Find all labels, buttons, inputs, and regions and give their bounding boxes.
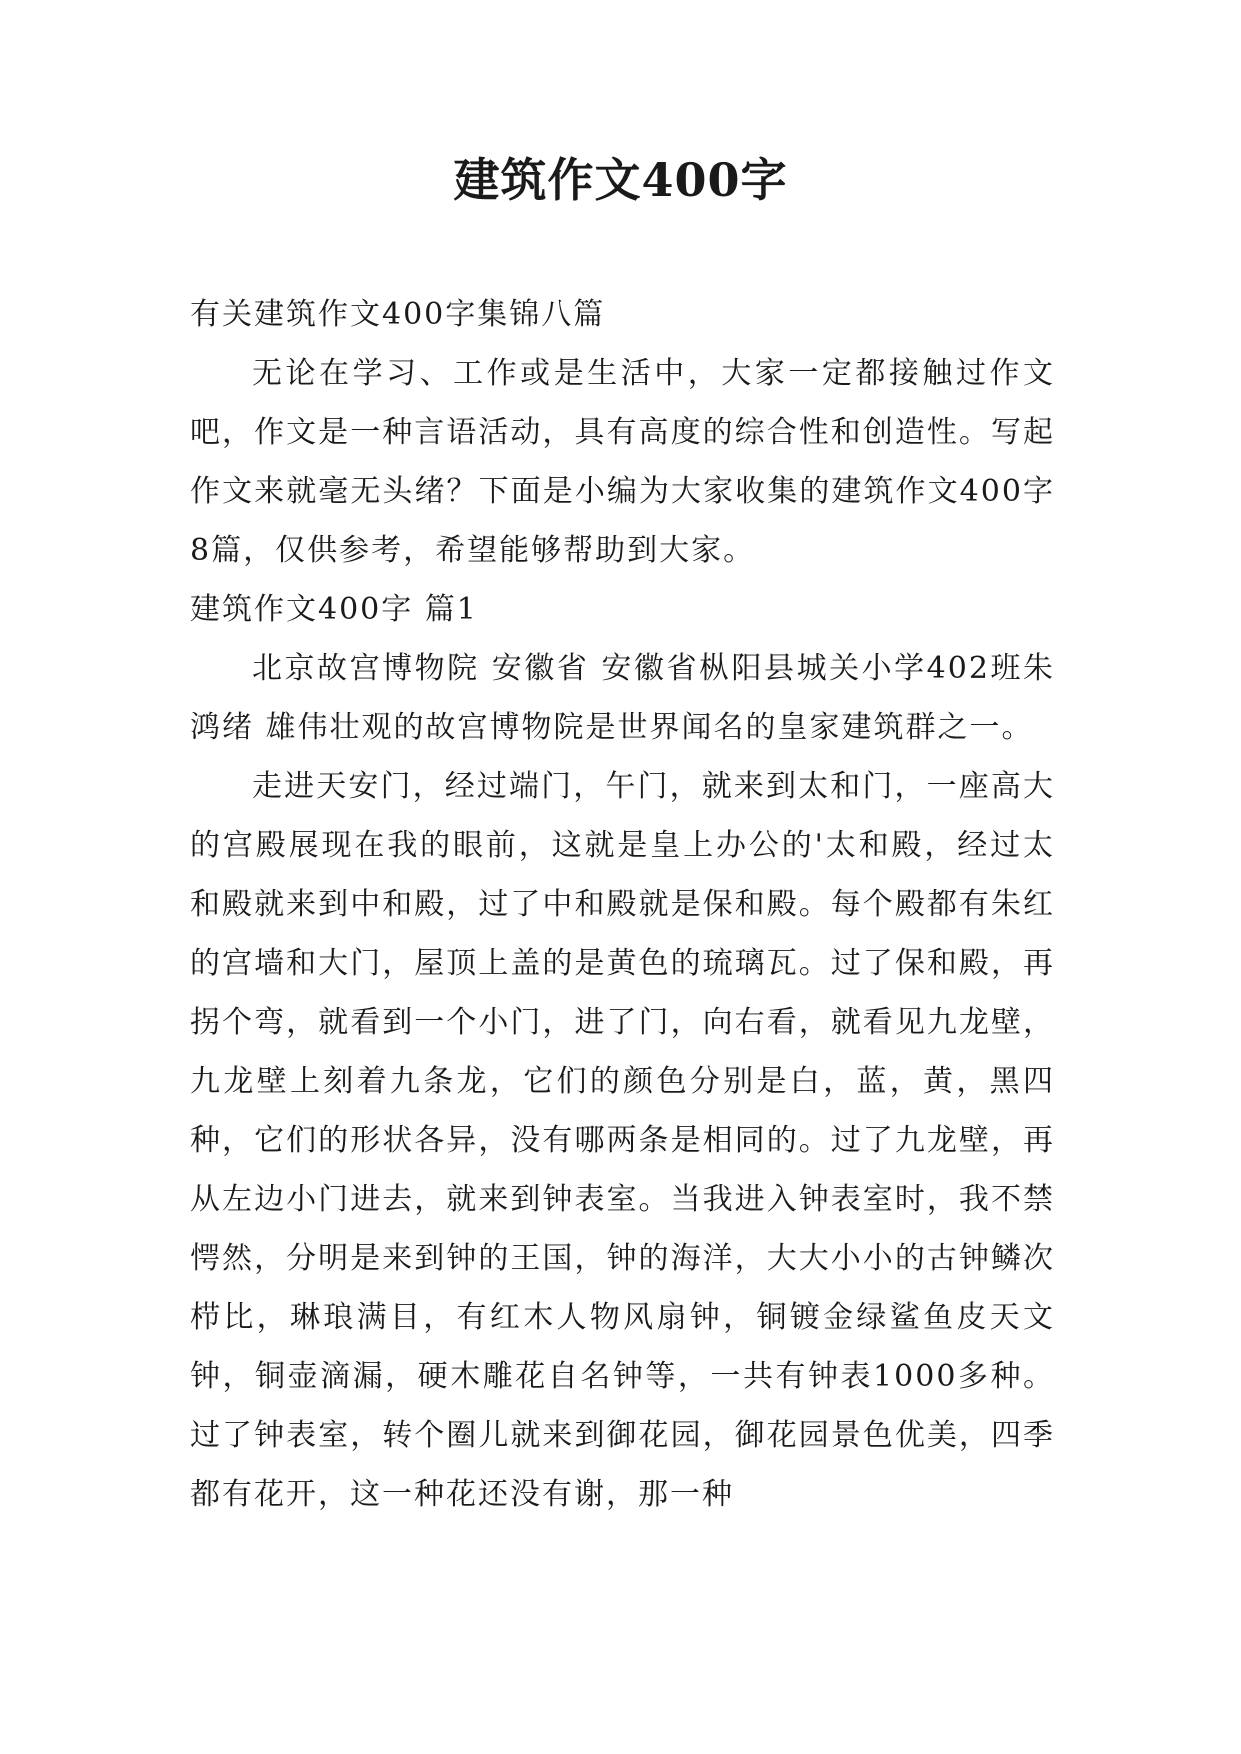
intro-paragraph: 无论在学习、工作或是生活中，大家一定都接触过作文吧，作文是一种言语活动，具有高度的综合性和创造性。写起作文来就毫无头绪？下面是小编为大家收集的建筑作文400字8篇，仅供参考，希望能够帮助到大家。 (190, 356, 1055, 568)
author-byline: 北京故宫博物院 安徽省 安徽省枞阳县城关小学402班朱鸿绪 雄伟壮观的故宫博物院是世界闻名的皇家建筑群之一。 (190, 651, 1055, 745)
document-title: 建筑作文400字 (453, 153, 788, 207)
section-heading: 建筑作文400字 篇1 (190, 592, 478, 627)
essay-paragraph: 走进天安门，经过端门，午门，就来到太和门，一座高大的宫殿展现在我的眼前，这就是皇上办公的'太和殿，经过太和殿就来到中和殿，过了中和殿就是保和殿。每个殿都有朱红的宫墙和大门，屋顶上盖的是黄色的琉璃瓦。过了保和殿，再拐个弯，就看到一个小门，进了门，向右看，就看见九龙壁，九龙壁上刻着九条龙，它们的颜色分别是白，蓝，黄，黑四种，它们的形状各异，没有哪两条是相同的。过了九龙壁，再从左边小门进去，就来到钟表室。当我进入钟表室时，我不禁愕然，分明是来到钟的王国，钟的海洋，大大小小的古钟鳞次栉比，琳琅满目，有红木人物风扇钟，铜镀金绿鲨鱼皮天文钟，铜壶滴漏，硬木雕花自名钟等，一共有钟表1000多种。过了钟表室，转个圈儿就来到御花园，御花园景色优美，四季都有花开，这一种花还没有谢，那一种 (190, 769, 1055, 1512)
collection-subtitle: 有关建筑作文400字集锦八篇 (190, 297, 606, 332)
document-body (190, 285, 1055, 1524)
